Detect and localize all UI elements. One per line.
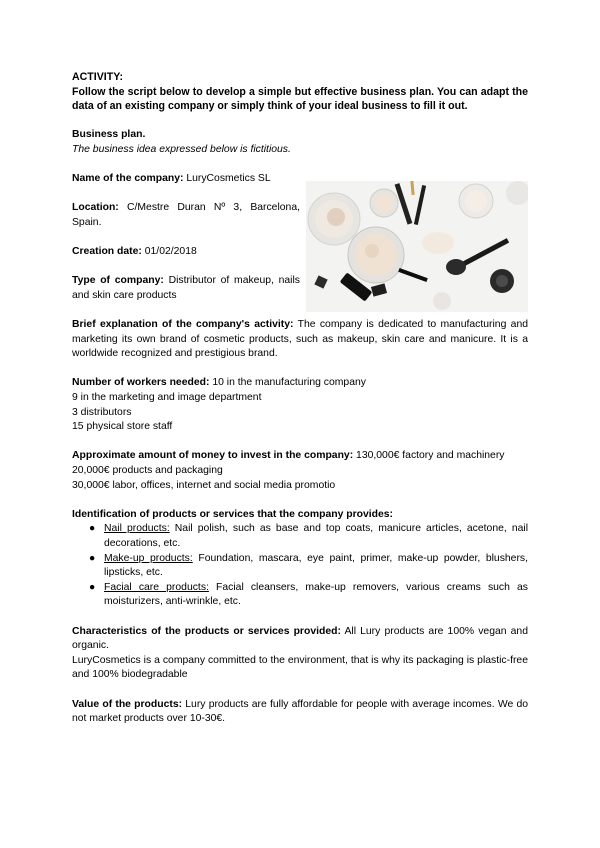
product-value: [72, 698, 528, 727]
workers-needed: [72, 376, 528, 391]
investment-line: 30,000€ labor, offices, internet and social media promotio: [72, 479, 336, 491]
investment-first: 130,000€ factory and machinery: [356, 450, 505, 462]
document-page: [72, 70, 528, 727]
location-label: Location:: [72, 202, 119, 214]
characteristics-extra: LuryCosmetics is a company committed to the environment, that is why its packaging is plastic-free and 100% biodegradable: [72, 654, 528, 681]
company-name-label: Name of the company:: [72, 173, 184, 185]
bullet-icon: ●: [89, 581, 96, 593]
workers-line: 15 physical store staff: [72, 421, 173, 433]
characteristics: [72, 625, 528, 654]
creation-date-label: Creation date:: [72, 246, 142, 258]
investment-label: Approximate amount of money to invest in the company:: [72, 450, 354, 462]
investment: [72, 449, 528, 464]
list-item: [89, 552, 528, 581]
product-name: Facial care products:: [104, 581, 209, 593]
workers-line: 9 in the marketing and image department: [72, 392, 262, 404]
product-value-text: Lury products are fully affordable for people with average incomes. We do not market products over 10-30€.: [72, 698, 528, 725]
activity-explanation: [72, 318, 528, 362]
workers-line: 3 distributors: [72, 406, 132, 418]
activity-explanation-label: Brief explanation of the company's activity:: [72, 319, 294, 331]
bullet-icon: ●: [89, 523, 96, 535]
company-location: [72, 201, 300, 230]
company-type-label: Type of company:: [72, 275, 164, 287]
activity-explanation-value: The company is dedicated to manufacturing and marketing its own brand of cosmetic products, such as makeup, skin care and manicure. It is a worldwide recognized and prestigious brand.: [72, 319, 528, 360]
product-value-label: Value of the products:: [72, 698, 183, 710]
company-name-value: LuryCosmetics SL: [186, 173, 271, 185]
plan-disclaimer: The business idea expressed below is fictitious.: [72, 143, 291, 155]
creation-date: [72, 245, 300, 260]
workers-first: 10 in the manufacturing company: [212, 377, 366, 389]
activity-instructions: Follow the script below to develop a simple but effective business plan. You can adapt the data of an existing company or simply think of your ideal business to fill it out.: [72, 85, 528, 113]
list-item: [89, 581, 528, 610]
product-desc: Foundation, mascara, eye paint, primer, make-up powder, blushers, lipsticks, etc.: [104, 552, 528, 579]
activity-heading: ACTIVITY:: [72, 71, 124, 83]
product-desc: Nail polish, such as base and top coats, manicure articles, acetone, nail decorations, etc.: [104, 523, 529, 549]
investment-line: 20,000€ products and packaging: [72, 465, 223, 477]
creation-date-value: 01/02/2018: [144, 246, 197, 258]
products-list: [72, 522, 528, 610]
plan-title: Business plan.: [72, 129, 146, 141]
location-value: C/Mestre Duran Nº 3, Barcelona, Spain.: [72, 202, 300, 228]
bullet-icon: ●: [89, 552, 96, 564]
product-desc: Facial cleansers, make-up removers, various creams such as moisturizers, anti-wrinkle, etc.: [104, 581, 528, 608]
characteristics-value: All Lury products are 100% vegan and organic.: [72, 625, 528, 652]
workers-label: Number of workers needed:: [72, 377, 210, 389]
company-type: [72, 274, 300, 303]
company-name: [72, 172, 300, 187]
company-type-value: Distributor of makeup, nails and skin care products: [72, 275, 300, 301]
list-item: [89, 522, 529, 551]
product-name: Make-up products:: [104, 552, 193, 564]
products-heading: Identification of products or services that the company provides:: [72, 508, 394, 520]
characteristics-label: Characteristics of the products or services provided:: [72, 625, 341, 637]
product-name: Nail products:: [104, 523, 170, 535]
